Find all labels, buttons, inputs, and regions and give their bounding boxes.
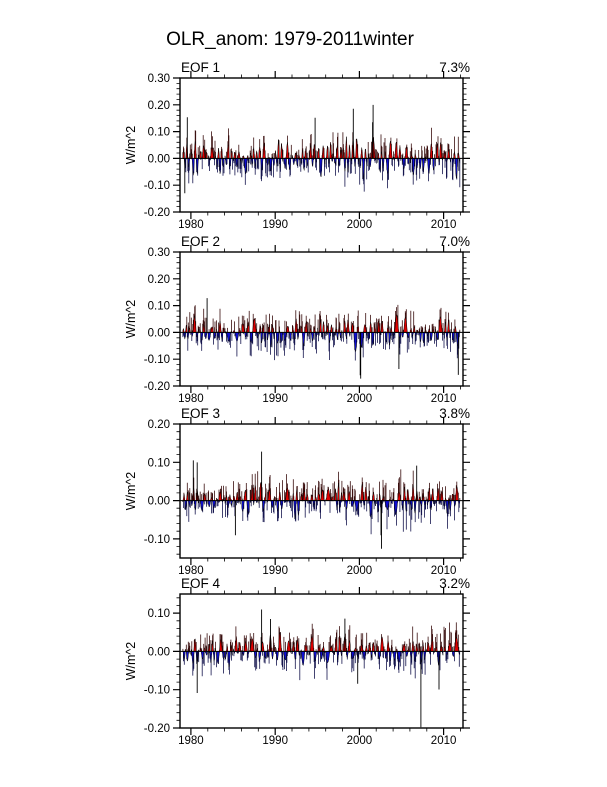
negative-smoothed-fill <box>183 158 460 179</box>
x-tick-label: 2000 <box>346 565 373 577</box>
major-ticks <box>173 245 470 393</box>
x-tick-label: 2000 <box>346 393 373 405</box>
y-tick-label: -0.10 <box>143 684 170 697</box>
axes-frame <box>180 252 463 386</box>
positive-smoothed-fill <box>183 136 460 158</box>
panel-eof2-plot-area <box>144 245 470 405</box>
y-tick-label: 0.30 <box>147 73 170 85</box>
x-tick-label: 1980 <box>178 393 204 405</box>
panel-eof2-label: EOF 2 <box>181 234 221 249</box>
x-tick-label: 2000 <box>346 735 373 747</box>
y-tick-label: 0.10 <box>147 457 170 470</box>
minor-ticks <box>177 591 467 732</box>
panel-eof3-y-axis-title: W/m^2 <box>124 471 138 511</box>
panel-eof4 <box>124 576 470 747</box>
y-tick-label: 0.00 <box>147 646 170 659</box>
y-tick-label: 0.20 <box>147 99 170 112</box>
positive-smoothed-fill <box>183 632 460 651</box>
y-tick-label: 0.10 <box>147 126 170 139</box>
panel-eof2-y-axis-title: W/m^2 <box>124 299 138 339</box>
panel-eof3-plot-area <box>144 417 470 577</box>
x-tick-label: 1980 <box>178 219 204 231</box>
chart-title: OLR_anom: 1979-2011winter <box>166 29 414 50</box>
panel-eof1-variance: 7.3% <box>439 60 470 75</box>
positive-daily-spikes <box>183 128 458 159</box>
panel-eof4-y-axis-title: W/m^2 <box>124 641 138 681</box>
major-ticks <box>173 71 470 219</box>
panel-eof2 <box>124 234 470 405</box>
panel-eof4-plot-area <box>144 587 470 747</box>
negative-smoothed-fill <box>183 651 460 667</box>
extreme-spikes <box>197 610 439 728</box>
x-tick-label: 1990 <box>262 565 288 577</box>
y-tick-label: -0.10 <box>143 533 170 546</box>
x-tick-label: 2010 <box>430 219 457 231</box>
x-tick-label: 2010 <box>430 565 457 577</box>
y-tick-label: 0.10 <box>147 608 170 621</box>
panel-eof3-label: EOF 3 <box>181 406 221 421</box>
panel-eof4-label: EOF 4 <box>181 576 221 591</box>
panel-eof1-label: EOF 1 <box>181 60 221 75</box>
x-tick-label: 1980 <box>178 565 204 577</box>
axes-frame <box>180 78 463 212</box>
x-tick-label: 2010 <box>430 393 457 405</box>
y-tick-label: 0.20 <box>147 419 170 431</box>
y-tick-label: 0.10 <box>147 300 170 313</box>
y-tick-label: -0.20 <box>143 207 170 219</box>
x-tick-label: 2010 <box>430 735 457 747</box>
y-tick-label: -0.10 <box>143 180 170 193</box>
panel-eof1 <box>124 60 470 231</box>
y-tick-label: 0.00 <box>147 153 170 166</box>
negative-daily-spikes <box>183 501 459 535</box>
x-tick-label: 2000 <box>346 219 373 231</box>
negative-smoothed-fill <box>183 501 460 519</box>
minor-ticks <box>177 75 467 216</box>
y-tick-label: 0.20 <box>147 273 170 286</box>
negative-daily-spikes <box>183 332 459 360</box>
panel-eof1-plot-area <box>144 71 470 231</box>
panel-eof4-variance: 3.2% <box>439 576 470 591</box>
panel-eof1-y-axis-title: W/m^2 <box>124 125 138 165</box>
y-tick-label: -0.20 <box>143 723 170 735</box>
y-tick-label: -0.10 <box>143 354 170 367</box>
x-tick-label: 1990 <box>262 735 288 747</box>
y-tick-label: -0.20 <box>143 381 170 393</box>
x-tick-label: 1990 <box>262 219 288 231</box>
positive-daily-spikes <box>183 622 460 651</box>
y-tick-label: 0.00 <box>147 327 170 340</box>
panel-eof2-variance: 7.0% <box>439 234 470 249</box>
panel-eof3 <box>124 406 470 577</box>
y-tick-label: 0.00 <box>147 495 170 508</box>
x-tick-label: 1990 <box>262 393 288 405</box>
panel-eof3-variance: 3.8% <box>439 406 470 421</box>
y-tick-label: 0.30 <box>147 247 170 259</box>
x-tick-label: 1980 <box>178 735 204 747</box>
